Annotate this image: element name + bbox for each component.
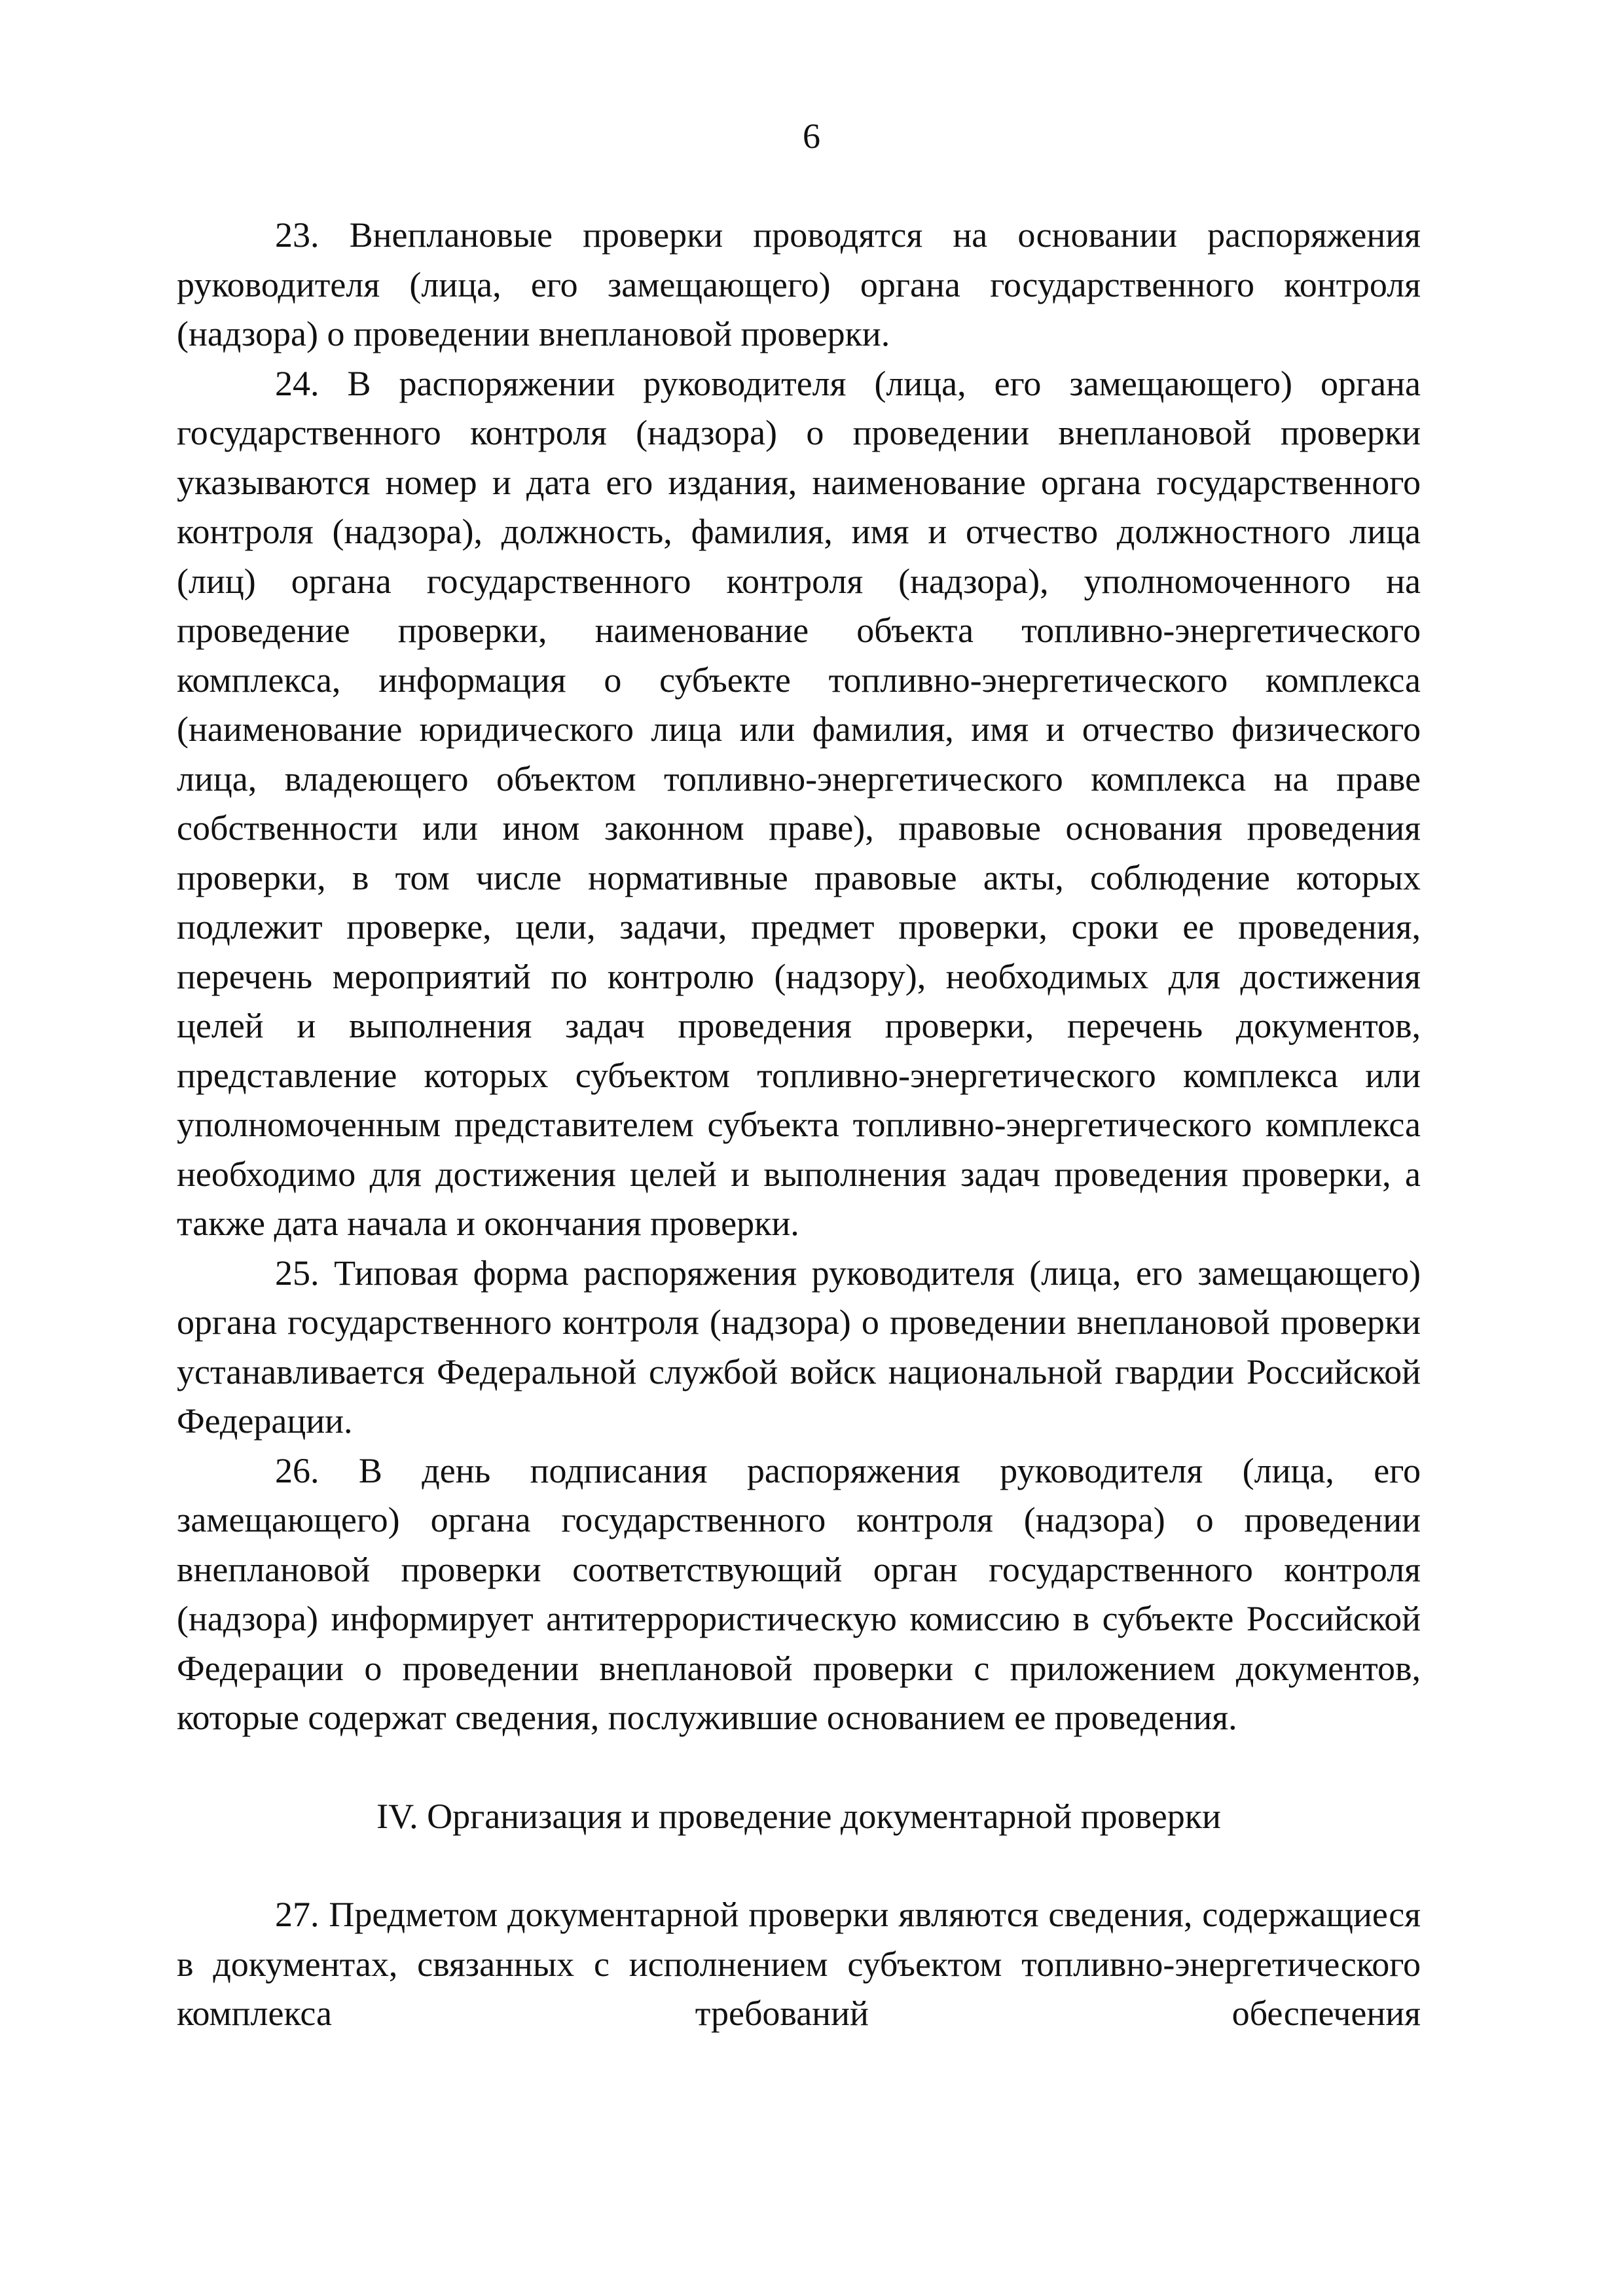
document-body — [177, 211, 1421, 2039]
paragraph-26: 26. В день подписания распоряжения руководителя (лица, его замещающего) органа государственного контроля (надзора) о проведении внеплановой проверки соответствующий орган государственного контроля (надзора) информирует антитеррористическую комиссию в субъекте Российской Федерации о проведении внеплановой проверки с приложением документов, которые содержат сведения, послужившие основанием ее проведения. — [177, 1450, 1421, 1737]
paragraph-25: 25. Типовая форма распоряжения руководителя (лица, его замещающего) органа государственного контроля (надзора) о проведении внеплановой проверки устанавливается Федеральной службой войск национальной гвардии Российской Федерации. — [177, 1253, 1421, 1441]
paragraph-23: 23. Внеплановые проверки проводятся на основании распоряжения руководителя (лица, его замещающего) органа государственного контроля (надзора) о проведении внеплановой проверки. — [177, 215, 1421, 353]
paragraph-24: 24. В распоряжении руководителя (лица, его замещающего) органа государственного контроля (надзора) о проведении внеплановой проверки указываются номер и дата его издания, наименование органа государственного контроля (надзора), должность, фамилия, имя и отчество должностного лица (лиц) органа государственного контроля (надзора), уполномоченного на проведение проверки, наименование объекта топливно-энергетического комплекса, информация о субъекте топливно-энергетического комплекса (наименование юридического лица или фамилия, имя и отчество физического лица, владеющего объектом топливно-энергетического комплекса на праве собственности или ином законном праве), правовые основания проведения проверки, в том числе нормативные правовые акты, соблюдение которых подлежит проверке, цели, задачи, предмет проверки, сроки ее проведения, перечень мероприятий по контролю (надзору), необходимых для достижения целей и выполнения задач проведения проверки, перечень документов, представление которых субъектом топливно-энергетического комплекса или уполномоченным представителем субъекта топливно-энергетического комплекса необходимо для достижения целей и выполнения задач проведения проверки, а также дата начала и окончания проверки. — [177, 363, 1421, 1243]
page-number: 6 — [803, 117, 820, 156]
paragraph-27: 27. Предметом документарной проверки являются сведения, содержащиеся в документах, связанных с исполнением субъектом топливно-энергетического комплекса требований обеспечения — [177, 1895, 1421, 2033]
section-heading: IV. Организация и проведение документарной проверки — [376, 1796, 1221, 1836]
